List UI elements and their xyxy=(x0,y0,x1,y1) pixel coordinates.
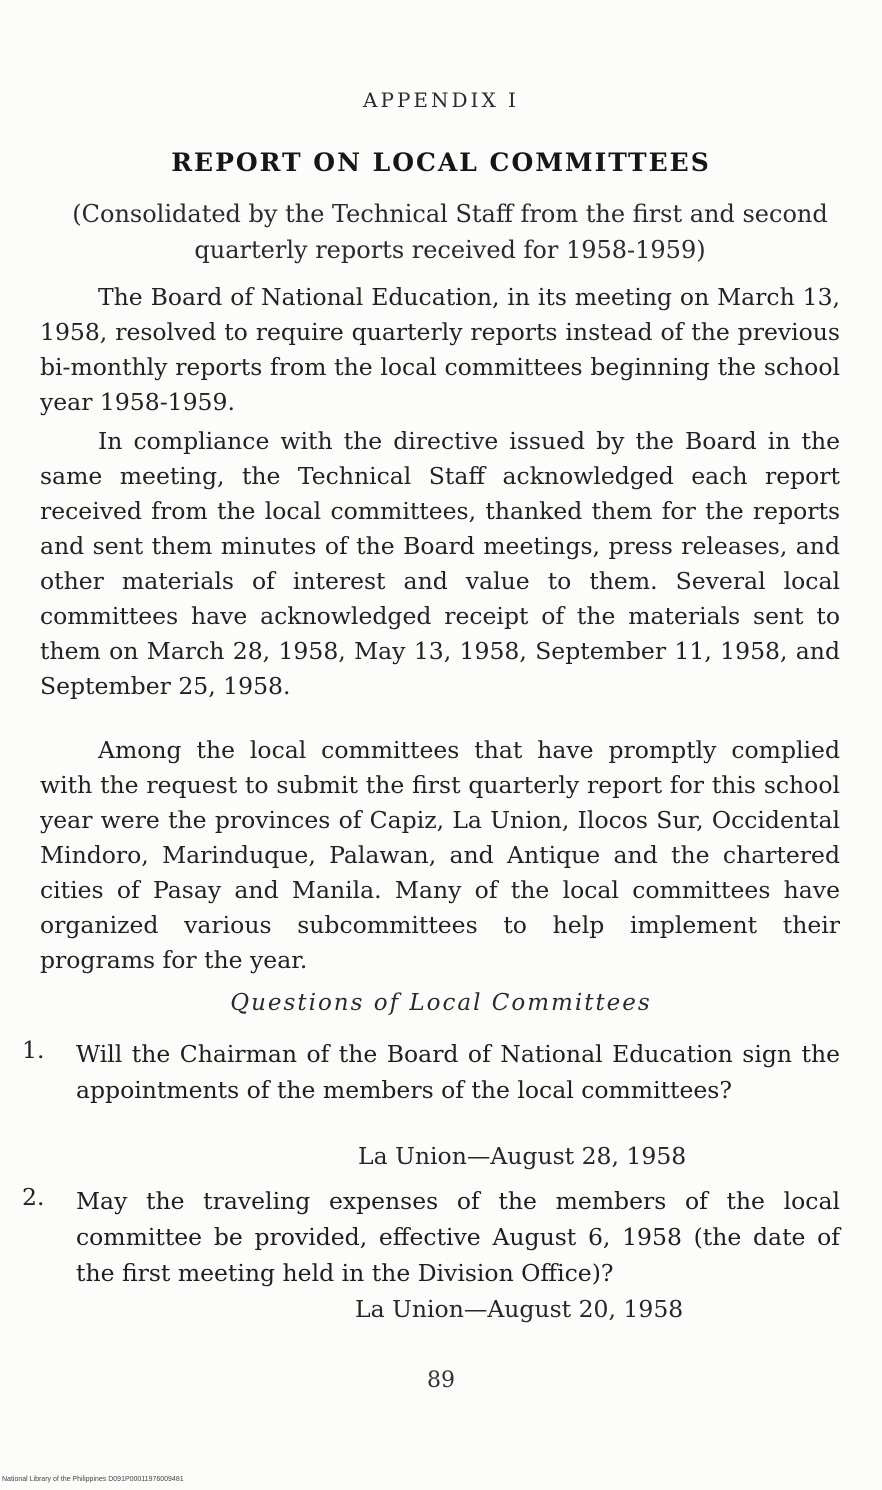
section-heading: Questions of Local Committees xyxy=(230,990,652,1016)
question-text: Will the Chairman of the Board of National Education sign the appointments of the members of the local committees? xyxy=(76,1040,840,1104)
appendix-label: APPENDIX I xyxy=(363,88,519,112)
question-source: La Union—August 20, 1958 xyxy=(355,1295,684,1323)
question-source: La Union—August 28, 1958 xyxy=(358,1142,687,1170)
question-text: May the traveling expenses of the members of the local committee be provided, effective August 6, 1958 (the date of the first meeting held in the Division Office)? xyxy=(76,1187,840,1287)
paragraph-1: The Board of National Education, in its meeting on March 13, 1958, resolved to require quarterly reports instead of the previous bi-monthly reports from the local committees beginning the school year 1958-1959. xyxy=(40,283,840,416)
report-subtitle: (Consolidated by the Technical Staff from the first and second quarterly reports received for 1958-1959) xyxy=(72,200,828,264)
library-footer: National Library of the Philippines D091P00011976009481 xyxy=(2,1476,184,1483)
paragraph-2: In compliance with the directive issued by the Board in the same meeting, the Technical Staff acknowledged each report received from the local committees, thanked them for the reports and sent them minutes of the Board meetings, press releases, and other materials of interest and value to them. Several local committees have acknowledged receipt of the materials sent to them on March 28, 1958, May 13, 1958, September 11, 1958, and September 25, 1958. xyxy=(40,427,840,700)
page-number: 89 xyxy=(427,1368,455,1393)
report-title: REPORT ON LOCAL COMMITTEES xyxy=(171,148,711,177)
paragraph-3: Among the local committees that have promptly complied with the request to submit the first quarterly report for this school year were the provinces of Capiz, La Union, Ilocos Sur, Occidental Mindoro, Marinduque, Palawan, and Antique and the chartered cities of Pasay and Manila. Many of the local committees have organized various subcommittees to help implement their programs for the year. xyxy=(40,736,840,974)
question-number: 1. xyxy=(22,1036,45,1064)
question-number: 2. xyxy=(22,1183,45,1211)
